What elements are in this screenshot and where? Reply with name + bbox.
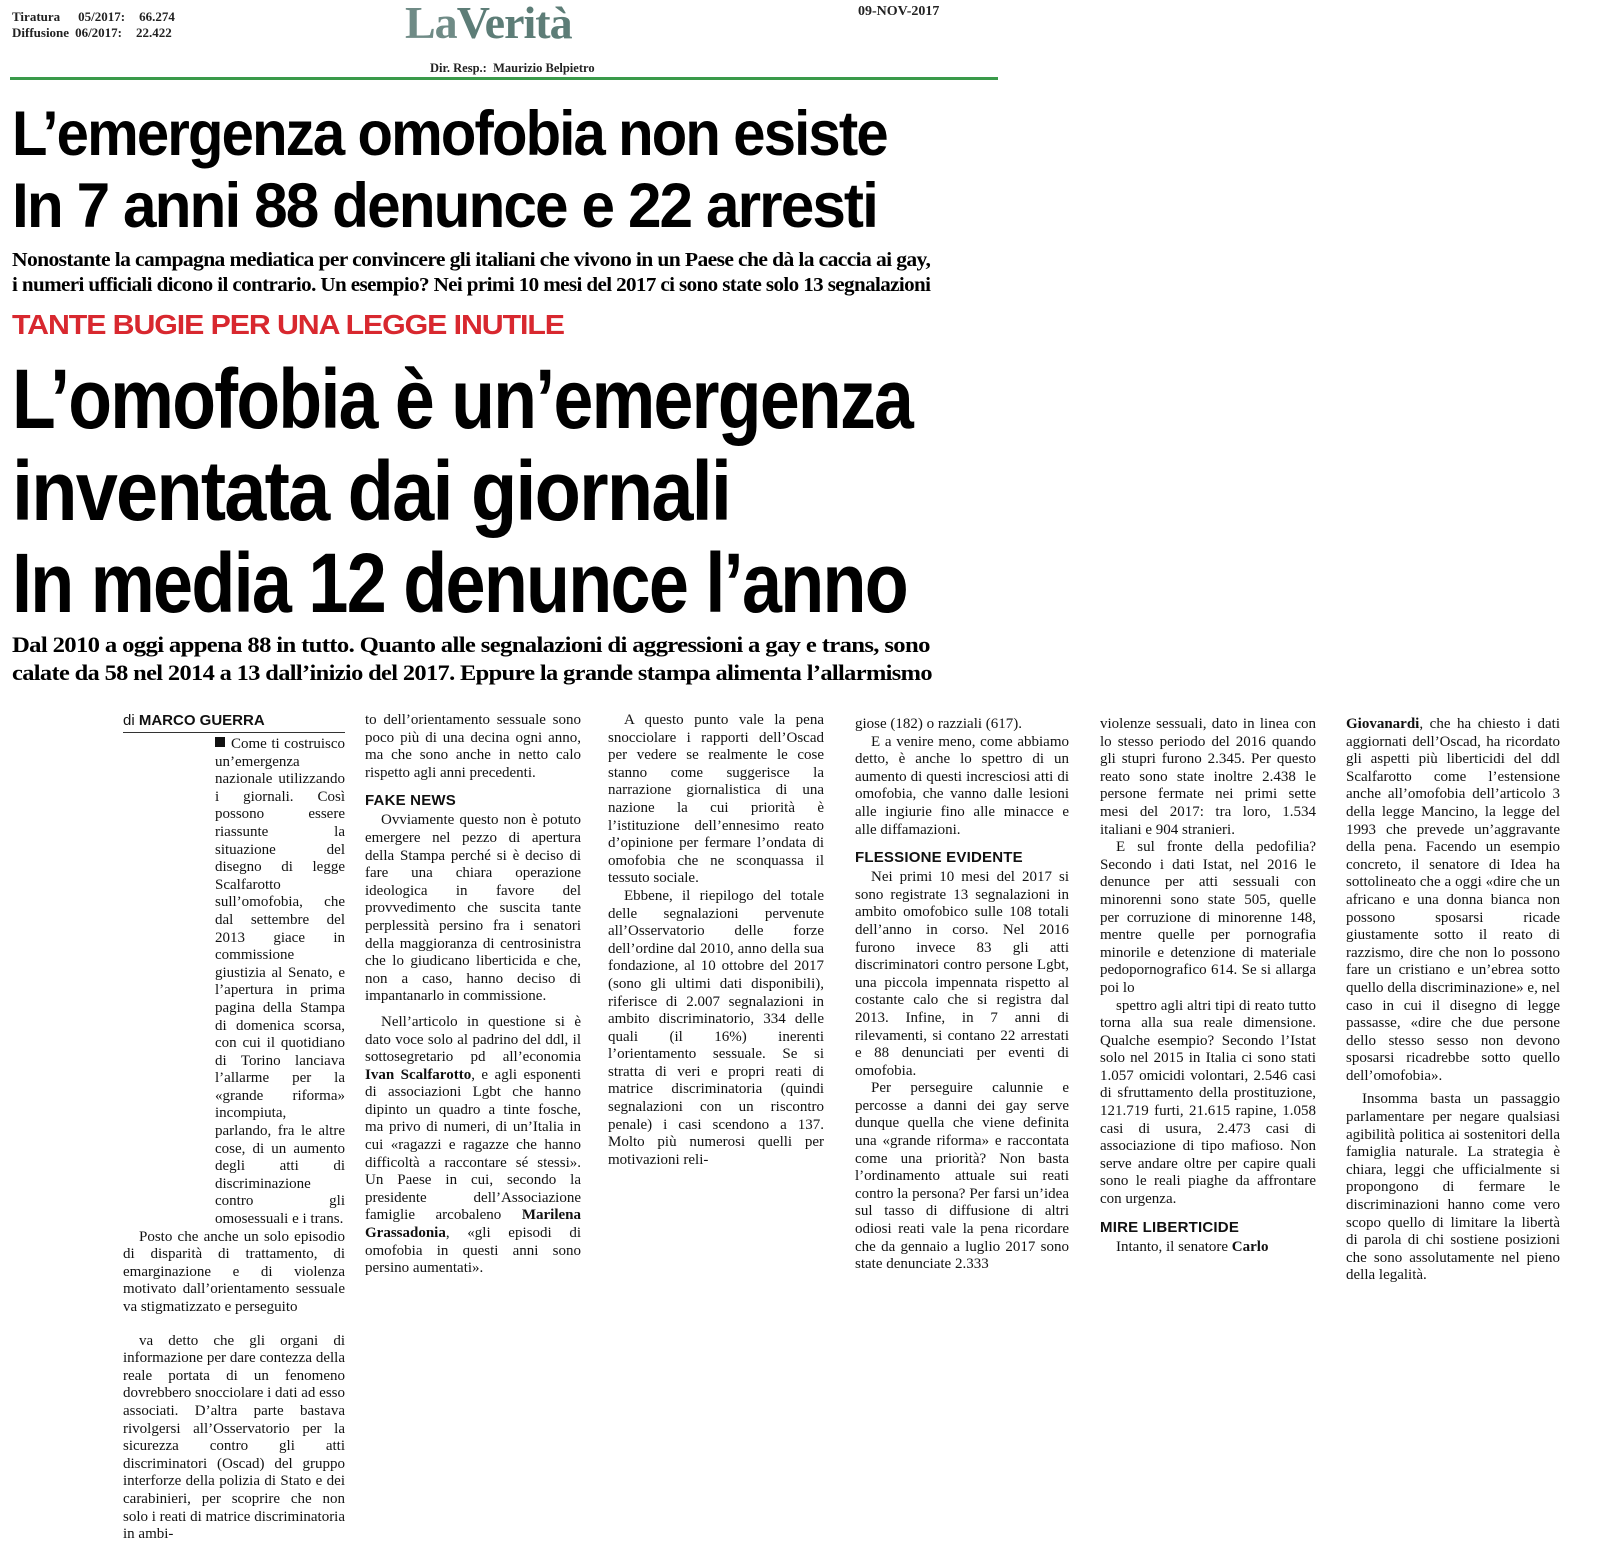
front-deck-1: Nonostante la campagna mediatica per convincere gli italiani che vivono in un Paese che dà la caccia ai gay, bbox=[12, 249, 931, 271]
lead-square-icon bbox=[215, 737, 225, 747]
article-column-4 bbox=[855, 716, 1069, 1438]
article-kicker: TANTE BUGIE PER UNA LEGGE INUTILE bbox=[12, 309, 564, 340]
byline bbox=[123, 712, 345, 733]
tiratura-line bbox=[12, 9, 175, 25]
body-paragraph: Giovanardi, che ha chiesto i dati aggiornati dell’Oscad, ha ricordato gli aspetti più liberticidi del ddl Scalfarotto come l’estensione anche all’omofobia dell’articolo 3 della legge Mancino, la legge del 1993 che prevede un’aggravante della pena. Facendo un esempio concreto, il senatore di Idea ha sottolineato che a oggi «dire che un africano e una donna bianca non possono sposarsi ricade giustamente sotto il reato di razzismo, dire che non lo possono fare un cristiano e un’ebrea sotto quello della discriminazione» e, nel caso in cui il disegno di legge passasse, «dire che due persone dello stesso sesso non devono sposarsi ricadrebbe sotto quello dell’omofobia». bbox=[1346, 716, 1560, 1084]
body-paragraph: Insomma basta un passaggio parlamentare per negare qualsiasi agibilità politica ai sostenitori della famiglia naturale. La strategia è chiara, leggi che ufficialmente si propongono di fermare le discriminazioni hanno come vero scopo quello di limitare la libertà di parola di chi sostiene posizioni che sono assolutamente nel pieno della legalità. bbox=[1346, 1091, 1560, 1284]
person-name: Carlo bbox=[1231, 1238, 1269, 1255]
subhead-fake-news: FAKE NEWS bbox=[365, 792, 456, 810]
body-paragraph: Per perseguire calunnie e percosse a danni dei gay serve dunque quella che viene definita una «grande riforma» e raccontata come una priorità? Non basta l’ordinamento attuale sui reati contro la persona? Per farsi un’idea sul tasso di diffusione di altri odiosi reati vale la pena ricordare che da gennaio a luglio 2017 sono state denunciate 2.333 bbox=[855, 1080, 1069, 1273]
byline-author: MARCO GUERRA bbox=[138, 712, 265, 729]
body-paragraph: Ovviamente questo non è potuto emergere nel pezzo di apertura della Stampa perché si è deciso di fare una chiara operazione ideologica in favore del provvedimento che suscita tante perplessità persino fra i senatori della maggioranza di centrosinistra che lo giudicano liberticida e che, non a caso, hanno deciso di impantanarlo in commissione. bbox=[365, 812, 581, 1005]
article-column-1 bbox=[123, 736, 346, 1543]
body-paragraph: giose (182) o razziali (617). bbox=[855, 716, 1023, 732]
body-paragraph: A questo punto vale la pena snocciolare i rapporti dell’Oscad per vedere se realmente le cose stanno come suggerisce la narrazione giornalistica di una nazione la cui priorità è l’istituzione dell’ennesimo reato d’opinione per fermare l’ondata di omofobia che ne sconquassa il tessuto sociale. bbox=[608, 712, 824, 887]
article-column-3 bbox=[608, 712, 824, 1434]
masthead-la: La bbox=[405, 0, 457, 48]
article-summary-1: Dal 2010 a oggi appena 88 in tutto. Quanto alle segnalazioni di aggressioni a gay e trans, sono bbox=[12, 632, 930, 657]
article-summary-2: calate da 58 nel 2014 a 13 dall’inizio del 2017. Eppure la grande stampa alimenta l’allarmismo bbox=[12, 660, 932, 685]
masthead-verita: Verità bbox=[456, 0, 572, 48]
header-rule bbox=[10, 77, 998, 80]
body-paragraph: spettro agli altri tipi di reato tutto torna alla sua reale dimensione. Qualche esempio? Secondo l’Istat solo nel 2015 in Italia ci sono stati 1.057 omicidi volontari, 2.546 casi di sfruttamento della prostituzione, 121.719 furti, 21.615 rapine, 1.058 casi di usura, 2.473 casi di associazione di tipo mafioso. Non serve andare oltre per capire quali sono le reali piaghe da affrontare con urgenza. bbox=[1100, 997, 1316, 1208]
body-paragraph: Intanto, il senatore Carlo bbox=[1116, 1238, 1269, 1255]
tiratura-label: Tiratura bbox=[12, 9, 61, 24]
body-paragraph: Posto che anche un solo episodio di disparità di trattamento, di emarginazione e di violenza motivato dall’orientamento sessuale va stigmatizzato e perseguito bbox=[123, 1228, 345, 1315]
issue-date: 09-NOV-2017 bbox=[858, 4, 940, 19]
body-paragraph: Nell’articolo in questione si è dato voce solo al padrino del ddl, il sottosegretario pd all’economia Ivan Scalfarotto, e agli esponenti di associazioni Lgbt che hanno dipinto un quadro a tinte fosche, ma privo di numeri, di un’Italia in cui «ragazzi e ragazze che hanno difficoltà a raccontare sé stessi». Un Paese in cui, secondo la presidente dell’Associazione famiglie arcobaleno Marilena Grassadonia, «gli episodi di omofobia in questi anni sono persino aumentati». bbox=[365, 1013, 581, 1277]
tiratura-period: 05/2017: bbox=[78, 9, 126, 24]
article-column-6 bbox=[1346, 716, 1560, 1438]
body-paragraph: Ebbene, il riepilogo del totale delle segnalazioni pervenute all’Osservatorio delle forze dell’ordine dal 2010, anno della sua fondazione, al 10 ottobre del 2017 (sono gli ultimi dati disponibili), riferisce di 2.007 segnalazioni in ambito discriminatorio, 334 delle quali (il 16%) inerenti l’orientamento sessuale. Se si stratta di veri e propri reati di matrice discriminatoria (quindi segnalazioni con un riscontro penale) i casi scendono a 137. Molto più numerosi quelli per motivazioni reli- bbox=[608, 887, 824, 1168]
diffusione-period: 06/2017: bbox=[75, 25, 123, 40]
subhead-mire-liberticide: MIRE LIBERTICIDE bbox=[1100, 1218, 1240, 1236]
byline-prefix: di bbox=[123, 712, 139, 729]
tiratura-value: 66.274 bbox=[139, 9, 175, 24]
front-headline-1: L’emergenza omofobia non esiste bbox=[12, 99, 887, 169]
article-title-1: L’omofobia è un’emergenza bbox=[12, 352, 913, 446]
article-title-3: In media 12 denunce l’anno bbox=[12, 536, 907, 630]
masthead-logo bbox=[405, 0, 572, 46]
front-headline-2: In 7 anni 88 denunce e 22 arresti bbox=[12, 171, 877, 241]
director-credit: Dir. Resp.: Maurizio Belpietro bbox=[430, 61, 595, 75]
body-paragraph: E sul fronte della pedofilia? Secondo i dati Istat, nel 2016 le denunce per atti sessuali con minorenni sono state 505, quelle per corruzione di minorenne 148, mentre quelle per pornografia minorile e detenzione di materiale pedopornografico 614. Se si allarga poi lo bbox=[1100, 839, 1316, 996]
front-deck-2: i numeri ufficiali dicono il contrario. Un esempio? Nei primi 10 mesi del 2017 ci sono state solo 13 segnalazioni bbox=[12, 274, 931, 296]
diffusione-value: 22.422 bbox=[136, 25, 172, 40]
person-name: Marilena Grassadonia bbox=[365, 1207, 581, 1242]
body-paragraph: va detto che gli organi di informazione per dare contezza della reale portata di un fenomeno dovrebbero snocciolare i dati ad esso associati. D’altra parte bastava rivolgersi all’Osservatorio per la sicurezza contro gli atti discriminatori (Oscad) del gruppo interforze della polizia di Stato e dei carabinieri, per scoprire che non solo i reati di matrice discriminatoria in ambi- bbox=[123, 1332, 346, 1543]
body-paragraph: Nei primi 10 mesi del 2017 si sono registrate 13 segnalazioni in ambito omofobico sulle 108 totali dell’anno in corso. Nel 2016 furono invece 83 gli atti discriminatori contro persone Lgbt, una piccola impennata rispetto al costante calo che si registra dal 2013. Infine, in 7 anni di rilevamenti, si contano 22 arrestati e 88 denunciati per eventi di omofobia. bbox=[855, 869, 1069, 1079]
body-paragraph: to dell’orientamento sessuale sono poco più di una decina ogni anno, ma che sono anche in netto calo rispetto agli anni precedenti. bbox=[365, 712, 581, 781]
article-column-2 bbox=[365, 712, 581, 1434]
subhead-flessione-evidente: FLESSIONE EVIDENTE bbox=[855, 849, 1023, 867]
person-name: Ivan Scalfarotto bbox=[365, 1066, 472, 1083]
article-title-2: inventata dai giornali bbox=[12, 444, 731, 538]
diffusione-label: Diffusione bbox=[12, 25, 70, 40]
diffusione-line bbox=[12, 25, 172, 41]
person-name: Giovanardi bbox=[1346, 716, 1420, 732]
article-column-5 bbox=[1100, 716, 1316, 1438]
body-paragraph: violenze sessuali, dato in linea con lo stesso periodo del 2016 quando gli stupri furono 2.345. Per questo reato sono state inoltre 2.438 le persone fermate nei primi sette mesi del 2017: tra loro, 1.534 italiani e 904 stranieri. bbox=[1100, 716, 1316, 838]
lead-paragraph: Come ti costruisco un’emergenza nazionale utilizzando i giornali. Così possono essere riassunte la situazione del disegno di legge Scalfarotto sull’omofobia, che dal settembre del 2013 giace in commissione giustizia al Senato, e l’apertura in prima pagina della Stampa di domenica scorsa, con cui il quotidiano di Torino lanciava l’allarme per la «grande riforma» incompiuta, parlando, fra le altre cose, di un aumento degli atti di discriminazione contro gli omosessuali e i trans. bbox=[215, 736, 345, 1228]
body-paragraph: E a venire meno, come abbiamo detto, è anche lo spettro di un aumento di questi incresciosi atti di omofobia, che vanno dalle lesioni alle ingiurie fino alle minacce e alle diffamazioni. bbox=[855, 733, 1069, 838]
